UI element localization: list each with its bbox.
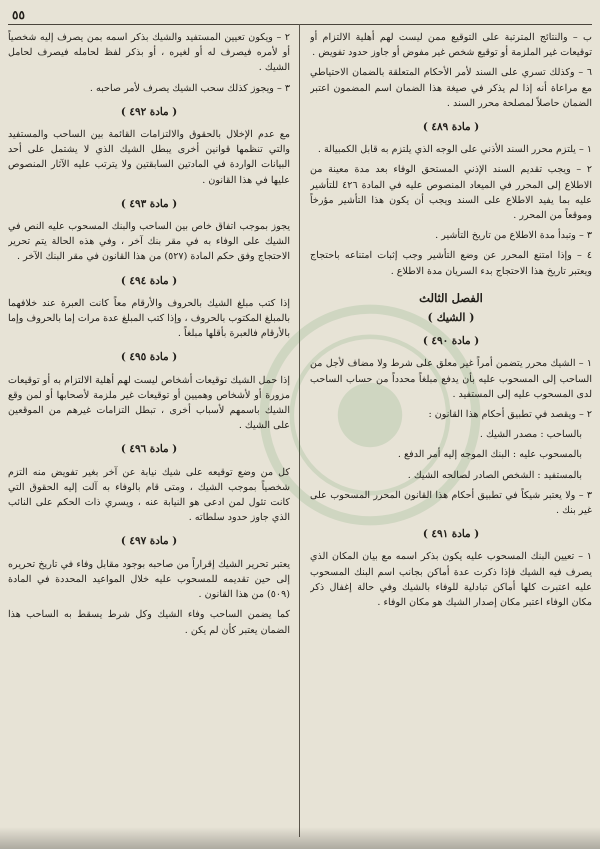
right-column [310, 30, 592, 839]
paragraph: يعتبر تحرير الشيك إقراراً من صاحبه بوجود مقابل وفاء في تاريخ تحريره إلى حين تقديمه للمسحوب عليه خلال المواعيد المحددة في المادة (٥٠٩) من هذا القانون . [8, 558, 290, 601]
paragraph: ١ – تعيين البنك المسحوب عليه يكون بذكر اسمه مع بيان المكان الذي يصرف فيه الشيك فإذا ذكرت عدة أماكن بجانب اسم البنك المسحوب عليه اعتبرت كلها أماكن تبادلية للوفاء بالشيك وفي حالة إغفال ذكر مكان الوفاء اعتبر مكان إصدار الشيك هو مكان الوفاء . [310, 551, 592, 609]
paragraph: ٢ – ويجب تقديم السند الإذني المستحق الوفاء بعد مدة معينة من الاطلاع إلى المحرر في الميعاد المنصوص عليه في المادة ٤٢٦ للتأشير عليه بما يفيد الاطلاع على السند ويجب أن يكون هذا التأشير مؤرخاً وموقعاً من المحرر . [310, 164, 592, 222]
article-heading: ( مادة ٤٩٣ ) [120, 197, 178, 210]
paragraph: ٢ – ويكون تعيين المستفيد والشيك بذكر اسمه بمن يصرف إليه شخصياً أو لأمره فيصرف له أو لغيره ، أو بذكر لفظ لحامله فيصرف لحامل الشيك . [8, 32, 290, 74]
article-heading: ( مادة ٤٩٧ ) [120, 535, 178, 548]
article-heading: ( مادة ٤٨٩ ) [422, 121, 480, 134]
paragraph: ١ – يلتزم محرر السند الأذني على الوجه الذي يلتزم به قابل الكمبيالة . [317, 144, 592, 156]
paragraph: ب – والنتائج المترتبة على التوقيع ممن ليست لهم أهلية الالتزام أو توقيعات غير الملزمة أو توقيع شخص غير مفوض أو جاوز حدود تفويض . [310, 32, 592, 59]
article-heading: ( مادة ٤٩٠ ) [422, 335, 480, 348]
paragraph: ٤ – وإذا امتنع المحرر عن وضع التأشير وجب إثبات امتناعه باحتجاج ويعتبر تاريخ هذا الاحتجاج بدء السريان مدة الاطلاع . [310, 250, 592, 277]
definition-item: بالمسحوب عليه : البنك الموجه إليه أمر الدفع . [397, 449, 582, 461]
paragraph: كل من وضع توقيعه على شيك نيابة عن آخر بغير تفويض منه التزم شخصياً بموجب الشيك ، ومتى قام بالوفاء به آلت إليه الحقوق التي كانت تئول لمن ادعى هو النيابة عنه ، ويسري ذات الحكم على النائب الذي جاوز حدود سلطاته . [8, 466, 290, 524]
article-heading: ( مادة ٤٩٦ ) [120, 443, 178, 456]
article-heading: ( مادة ٤٩١ ) [422, 528, 480, 541]
left-column [8, 30, 290, 839]
definition-item: بالساحب : مصدر الشيك . [479, 429, 582, 441]
chapter-title: الفصل الثالث [419, 290, 483, 305]
page-edge-shadow [0, 827, 600, 849]
column-divider [299, 24, 300, 837]
paragraph: كما يضمن الساحب وفاء الشيك وكل شرط يسقط به الساحب هذا الضمان يعتبر كأن لم يكن . [8, 609, 290, 636]
paragraph: ١ – الشيك محرر يتضمن أمراً غير معلق على شرط ولا مضاف لأجل من الساحب إلى المسحوب عليه بأن يدفع مبلغاً محدداً من حساب الساحب لدى المسحوب عليه إلى المستفيد . [310, 358, 592, 400]
paragraph: ٣ – وتبدأ مدة الاطلاع من تاريخ التأشير . [435, 230, 592, 242]
paragraph: إذا حمل الشيك توقيعات أشخاص ليست لهم أهلية الالتزام به أو توقيعات مزورة أو لأشخاص وهميين أو توقيعات غير ملزمة لأصحابها أو لمن وقع الشيك باسمهم لأسباب أخرى ، تبطل التزامات غيرهم من الموقعين على الشيك . [8, 374, 290, 432]
article-heading: ( مادة ٤٩٤ ) [120, 274, 178, 287]
paragraph: يجوز بموجب اتفاق خاص بين الساحب والبنك المسحوب عليه النص في الشيك على الوفاء به في مقر بنك آخر ، وفي هذه الحالة يتم تحرير الاحتجاج وفق حكم المادة (٥٢٧) من هذا القانون في مقر البنك الآخر . [8, 221, 290, 263]
article-heading: ( مادة ٤٩٢ ) [120, 105, 178, 118]
paragraph: إذا كتب مبلغ الشيك بالحروف والأرقام معاً كانت العبرة عند خلافهما بالمبلغ المكتوب بالحروف ، وإذا كتب المبلغ عدة مرات إما بالحروف وإما بالأرقام فالعبرة بأقلها مبلغاً . [8, 297, 290, 340]
paragraph: ٣ – ولا يعتبر شيكاً في تطبيق أحكام هذا القانون المحرر المسحوب على غير بنك . [310, 489, 592, 517]
paragraph: ٦ – وكذلك تسري على السند لأمر الأحكام المتعلقة بالضمان الاحتياطي مع مراعاة أنه إذا لم يذكر في صيغة هذا الضمان اسم المضمون اعتبر الضمان حاصلاً لمصلحة محرر السند . [310, 67, 592, 109]
article-heading: ( مادة ٤٩٥ ) [120, 351, 178, 364]
paragraph: ٢ – ويقصد في تطبيق أحكام هذا القانون : [428, 409, 592, 421]
section-title: ( الشيك ) [427, 311, 475, 325]
definition-item: بالمستفيد : الشخص الصادر لصالحه الشيك . [407, 469, 582, 481]
paragraph: ٣ – ويجوز كذلك سحب الشيك يصرف لأمر صاحبه . [89, 82, 290, 94]
top-rule [8, 24, 592, 25]
paragraph: مع عدم الإخلال بالحقوق والالتزامات القائمة بين الساحب والمستفيد والتي تنظمها قوانين أخرى يبطل الشيك الذي لا يشتمل على أحد البيانات الواردة في المادتين السابقتين ولا يترتب عليه الآثار المنصوص عليها في هذا القانون . [8, 129, 290, 186]
page-number: ٥٥ [12, 8, 25, 22]
